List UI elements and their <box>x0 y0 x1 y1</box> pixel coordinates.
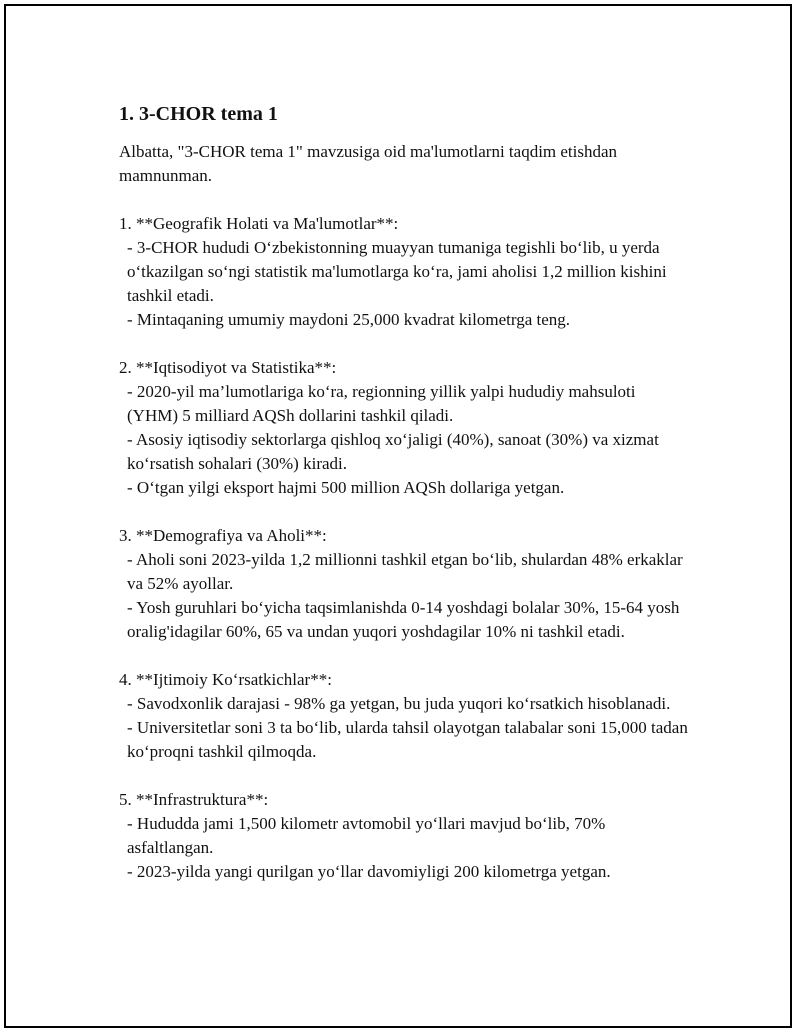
bullet-item: - 2020-yil ma’lumotlariga ko‘ra, regionning yillik yalpi hududiy mahsuloti (YHM) 5 milliard AQSh dollarini tashkil qiladi. <box>127 382 636 425</box>
bullet-item: - Yosh guruhlari bo‘yicha taqsimlanishda 0-14 yoshdagi bolalar 30%, 15-64 yosh oralig'idagilar 60%, 65 va undan yuqori yoshdagilar 10% ni tashkil etadi. <box>127 598 680 641</box>
section-geografik <box>119 212 689 332</box>
bullet-item: - 2023-yilda yangi qurilgan yo‘llar davomiyligi 200 kilometrga yetgan. <box>127 862 611 881</box>
bullet-item: - Universitetlar soni 3 ta bo‘lib, ularda tahsil olayotgan talabalar soni 15,000 tadan ko‘proqni tashkil qilmoqda. <box>127 718 688 761</box>
intro-paragraph: Albatta, "3-CHOR tema 1" mavzusiga oid ma'lumotlarni taqdim etishdan mamnunman. <box>119 142 618 185</box>
section-infrastruktura <box>119 788 689 884</box>
section-heading: 2. **Iqtisodiyot va Statistika**: <box>119 358 337 377</box>
bullet-item: - Mintaqaning umumiy maydoni 25,000 kvadrat kilometrga teng. <box>127 310 571 329</box>
section-heading: 4. **Ijtimoiy Ko‘rsatkichlar**: <box>119 670 332 689</box>
bullet-item: - O‘tgan yilgi eksport hajmi 500 million AQSh dollariga yetgan. <box>127 478 565 497</box>
section-heading: 5. **Infrastruktura**: <box>119 790 269 809</box>
section-heading: 3. **Demografiya va Aholi**: <box>119 526 327 545</box>
section-heading: 1. **Geografik Holati va Ma'lumotlar**: <box>119 214 399 233</box>
bullet-item: - Savodxonlik darajasi - 98% ga yetgan, bu juda yuqori ko‘rsatkich hisoblanadi. <box>127 694 671 713</box>
section-ijtimoiy <box>119 668 689 764</box>
section-iqtisodiyot <box>119 356 689 500</box>
bullet-item: - Asosiy iqtisodiy sektorlarga qishloq xo‘jaligi (40%), sanoat (30%) va xizmat ko‘rsatish sohalari (30%) kiradi. <box>127 430 659 473</box>
page-frame <box>4 4 792 1028</box>
bullet-item: - 3-CHOR hududi O‘zbekistonning muayyan tumaniga tegishli bo‘lib, u yerda o‘tkazilgan so‘ngi statistik ma'lumotlarga ko‘ra, jami aholisi 1,2 million kishini tashkil etadi. <box>127 238 667 305</box>
bullet-item: - Aholi soni 2023-yilda 1,2 millionni tashkil etgan bo‘lib, shulardan 48% erkaklar va 52% ayollar. <box>127 550 683 593</box>
bullet-item: - Hududda jami 1,500 kilometr avtomobil yo‘llari mavjud bo‘lib, 70% asfaltlangan. <box>127 814 606 857</box>
section-demografiya <box>119 524 689 644</box>
document-title: 1. 3-CHOR tema 1 <box>119 103 278 125</box>
document-body <box>119 94 689 908</box>
